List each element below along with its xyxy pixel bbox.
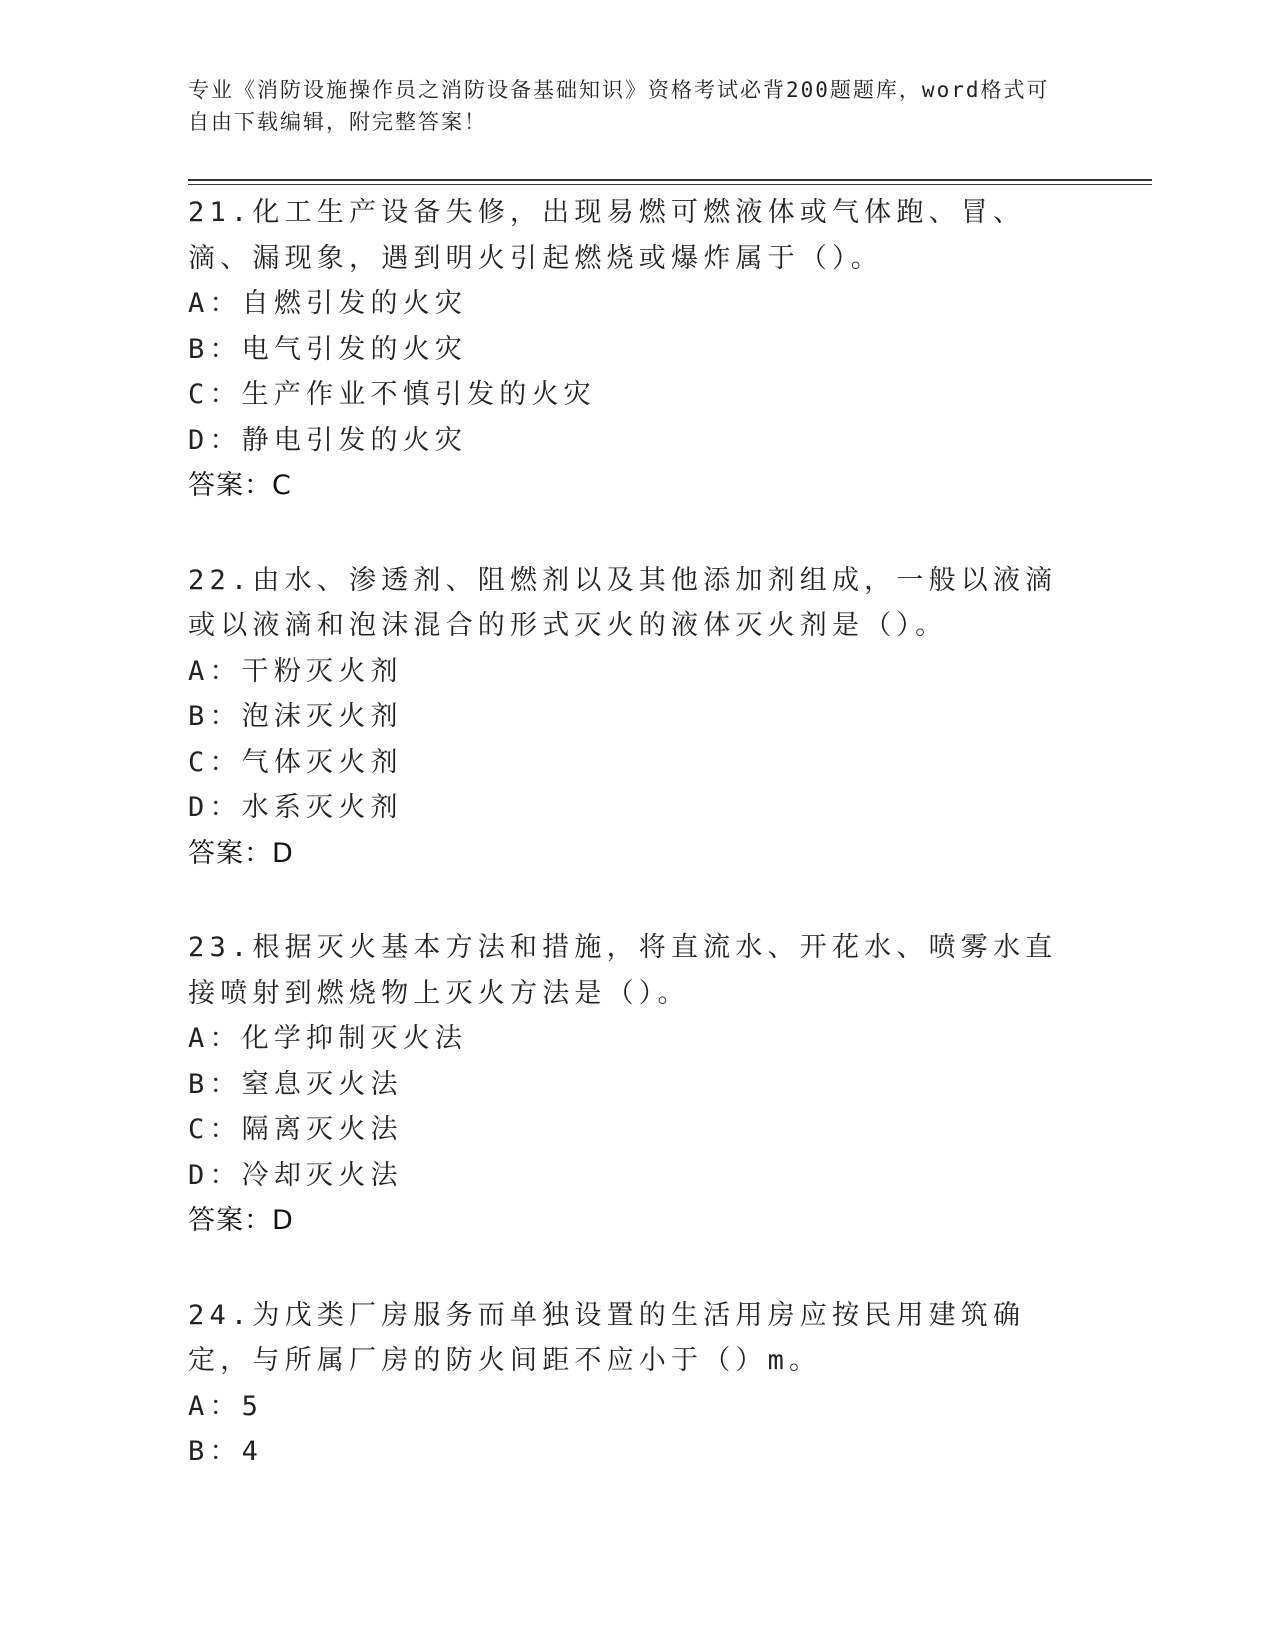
header-divider [188, 179, 1152, 181]
option-a: A：干粉灭火剂 [188, 655, 403, 687]
option-b: B：4 [188, 1436, 264, 1467]
answer: 答案：D [188, 837, 294, 869]
header-divider-thin [188, 184, 1152, 185]
option-c: C：隔离灭火法 [188, 1114, 403, 1145]
option-d: D：冷却灭火法 [188, 1159, 403, 1191]
option-c: C：生产作业不慎引发的火灾 [188, 379, 596, 410]
question-23 [188, 925, 1088, 1244]
question-stem: 22.由水、渗透剂、阻燃剂以及其他添加剂组成，一般以液滴或以液滴和泡沫混合的形式灭火的液体灭火剂是（）。 [188, 564, 1058, 641]
answer: 答案：D [188, 1205, 294, 1236]
answer: 答案：C [188, 470, 292, 501]
question-stem: 24.为戊类厂房服务而单独设置的生活用房应按民用建筑确定，与所属厂房的防火间距不应小于（）m。 [188, 1299, 1026, 1376]
question-list [188, 190, 1088, 1524]
question-21 [188, 190, 1088, 509]
option-c: C：气体灭火剂 [188, 746, 403, 778]
question-24 [188, 1293, 1088, 1475]
option-b: B：电气引发的火灾 [188, 333, 468, 365]
option-a: A：化学抑制灭火法 [188, 1023, 468, 1054]
option-b: B：窒息灭火法 [188, 1068, 403, 1100]
question-stem: 23.根据灭火基本方法和措施，将直流水、开花水、喷雾水直接喷射到燃烧物上灭火方法是（）。 [188, 932, 1058, 1009]
option-a: A：自燃引发的火灾 [188, 288, 468, 319]
option-b: B：泡沫灭火剂 [188, 701, 403, 732]
question-22 [188, 558, 1088, 877]
option-d: D：水系灭火剂 [188, 792, 403, 823]
option-a: A：5 [188, 1390, 264, 1422]
question-stem: 21.化工生产设备失修，出现易燃可燃液体或气体跑、冒、滴、漏现象，遇到明火引起燃烧或爆炸属于（）。 [188, 197, 1026, 274]
option-d: D：静电引发的火灾 [188, 424, 468, 456]
document-header: 专业《消防设施操作员之消防设备基础知识》资格考试必背200题题库，word格式可自由下载编辑，附完整答案！ [188, 78, 1050, 134]
